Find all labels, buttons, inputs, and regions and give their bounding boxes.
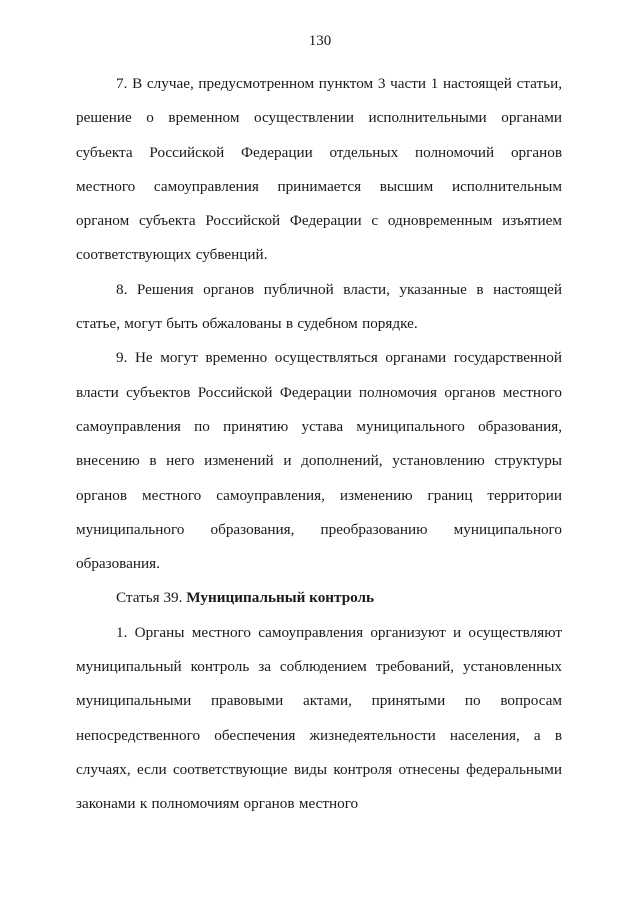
paragraph-7: 7. В случае, предусмотренном пунктом 3 части 1 настоящей статьи, решение о временном осуществлении исполнительными органами субъекта Российской Федерации отдельных полномочий органов местного самоуправления принимается высшим исполнительным органом субъекта Российской Федерации с одновременным изъятием соответствующих субвенций. [76, 75, 562, 264]
paragraph-9: 9. Не могут временно осуществляться органами государственной власти субъектов Российской Федерации полномочия органов местного самоуправления по принятию устава муниципального образования, внесению в него изменений и дополнений, установлению структуры органов местного самоуправления, изменению границ территории муниципального образования, преобразованию муниципального образования. [76, 349, 562, 573]
document-body [76, 67, 562, 822]
paragraph-8: 8. Решения органов публичной власти, указанные в настоящей статье, могут быть обжалованы в судебном порядке. [76, 280, 562, 333]
article-number: Статья 39. [116, 589, 183, 607]
article-heading [76, 581, 562, 615]
article-paragraph-1: 1. Органы местного самоуправления организуют и осуществляют муниципальный контроль за соблюдением требований, установленных муниципальными правовыми актами, принятыми по вопросам непосредственного обеспечения жизнедеятельности населения, а в случаях, если соответствующие виды контроля отнесены федеральными законами к полномочиям органов местного [76, 623, 562, 813]
article-title: Муниципальный контроль [186, 589, 375, 607]
page-number: 130 [308, 33, 332, 49]
